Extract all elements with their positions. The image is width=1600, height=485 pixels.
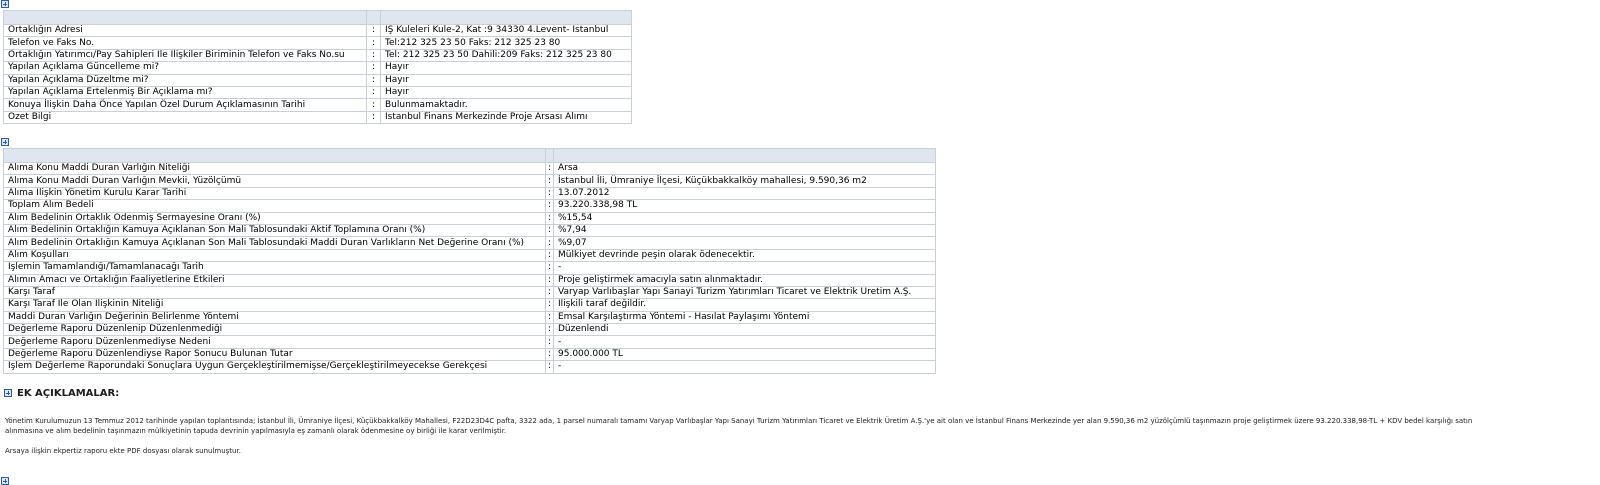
row-sep: :: [546, 361, 554, 373]
row-label: Konuya İlişkin Daha Önce Yapılan Özel Durum Açıklamasının Tarihi: [4, 99, 367, 111]
row-sep: :: [367, 25, 381, 37]
table-row: [4, 299, 936, 311]
row-label: Karşı Taraf İle Olan İlişkinin Niteliği: [4, 299, 546, 311]
row-value: Emsal Karşılaştırma Yöntemi - Hasılat Paylaşımı Yöntemi: [554, 311, 936, 323]
row-label: Maddi Duran Varlığın Değerinin Belirlenme Yöntemi: [4, 311, 546, 323]
table-row: [4, 336, 936, 348]
table-row: [4, 187, 936, 199]
table-row: [4, 25, 632, 37]
row-sep: :: [546, 224, 554, 236]
row-label: Alım Bedelinin Ortaklık Ödenmiş Sermayesine Oranı (%): [4, 212, 546, 224]
table-row: [4, 249, 936, 261]
row-sep: :: [546, 348, 554, 360]
table-row: [4, 361, 936, 373]
table-row: [4, 224, 936, 236]
row-value: İŞ Kuleleri Kule-2, Kat :9 34330 4.Levent- İstanbul: [381, 25, 632, 37]
row-label: İşlemin Tamamlandığı/Tamamlanacağı Tarih: [4, 262, 546, 274]
row-label: Değerleme Raporu Düzenlenmediyse Nedeni: [4, 336, 546, 348]
row-sep: :: [546, 311, 554, 323]
table-row: [4, 175, 936, 187]
table-row: [4, 348, 936, 360]
table-header-row: [4, 11, 632, 25]
table-row: [4, 286, 936, 298]
row-value: Varyap Varlıbaşlar Yapı Sanayi Turizm Yatırımları Ticaret ve Elektrik Üretim A.Ş.: [554, 286, 936, 298]
row-label: Yapılan Açıklama Düzeltme mi?: [4, 74, 367, 86]
row-sep: :: [367, 62, 381, 74]
row-sep: :: [546, 187, 554, 199]
row-label: Yapılan Açıklama Ertelenmiş Bir Açıklama mı?: [4, 86, 367, 98]
table-row: [4, 200, 936, 212]
table-row: [4, 62, 632, 74]
company-info-table: [3, 10, 632, 124]
section-toggle-icon[interactable]: [4, 389, 12, 397]
table-row: [4, 212, 936, 224]
row-sep: :: [367, 74, 381, 86]
row-sep: :: [546, 249, 554, 261]
table-row: [4, 324, 936, 336]
row-sep: :: [546, 324, 554, 336]
row-sep: :: [546, 237, 554, 249]
row-value: 95.000.000 TL: [554, 348, 936, 360]
row-sep: :: [546, 336, 554, 348]
row-value: Bulunmamaktadır.: [381, 99, 632, 111]
table-row: [4, 262, 936, 274]
row-label: İşlem Değerleme Raporundaki Sonuçlara Uygun Gerçekleştirilmemişse/Gerçekleştirilmeyecekse Gerekçesi: [4, 361, 546, 373]
row-value: -: [554, 361, 936, 373]
ek-title-text: EK AÇIKLAMALAR:: [17, 388, 120, 399]
row-value: Düzenlendi: [554, 324, 936, 336]
row-sep: :: [367, 86, 381, 98]
row-value: İstanbul Finans Merkezinde Proje Arsası Alımı: [381, 111, 632, 123]
row-value: Tel:212 325 23 50 Faks: 212 325 23 80: [381, 37, 632, 49]
row-value: Hayır: [381, 74, 632, 86]
table-row: [4, 37, 632, 49]
row-sep: :: [367, 99, 381, 111]
row-label: Alıma Konu Maddi Duran Varlığın Mevkii, Yüzölçümü: [4, 175, 546, 187]
table-row: [4, 74, 632, 86]
table-row: [4, 163, 936, 175]
row-label: Değerleme Raporu Düzenlenip Düzenlenmediği: [4, 324, 546, 336]
row-value: İstanbul İli, Ümraniye İlçesi, Küçükbakkalköy mahallesi, 9.590,36 m2: [554, 175, 936, 187]
row-label: Özet Bilgi: [4, 111, 367, 123]
row-value: İlişkili taraf değildir.: [554, 299, 936, 311]
table-row: [4, 111, 632, 123]
row-value: %15,54: [554, 212, 936, 224]
row-value: Hayır: [381, 62, 632, 74]
row-value: %7,94: [554, 224, 936, 236]
row-label: Alım Bedelinin Ortaklığın Kamuya Açıklanan Son Mali Tablosundaki Aktif Toplamına Oranı (%): [4, 224, 546, 236]
row-value: Hayır: [381, 86, 632, 98]
row-value: Proje geliştirmek amacıyla satın alınmaktadır.: [554, 274, 936, 286]
row-value: 93.220.338,98 TL: [554, 200, 936, 212]
row-label: Alım Koşulları: [4, 249, 546, 261]
row-label: Alımın Amacı ve Ortaklığın Faaliyetlerine Etkileri: [4, 274, 546, 286]
section-toggle-icon[interactable]: [1, 138, 9, 146]
ek-paragraph-attachment-note: Arsaya ilişkin ekpertiz raporu ekte PDF dosyası olarak sunulmuştur.: [5, 447, 241, 455]
table-row: [4, 237, 936, 249]
row-value: Tel: 212 325 23 50 Dahili:209 Faks: 212 325 23 80: [381, 49, 632, 61]
ek-paragraph-line2: alınmasına ve alım bedelinin taşınmazın mülkiyetinin tapuda devrinin yapılmasıyla eş zamanlı olarak ödenmesine oy birliği ile karar verilmiştir.: [5, 427, 507, 435]
table-row: [4, 311, 936, 323]
row-sep: :: [546, 286, 554, 298]
row-sep: :: [367, 49, 381, 61]
row-sep: :: [546, 262, 554, 274]
row-label: Toplam Alım Bedeli: [4, 200, 546, 212]
row-sep: :: [546, 212, 554, 224]
row-label: Alıma Konu Maddi Duran Varlığın Niteliği: [4, 163, 546, 175]
row-label: Yapılan Açıklama Güncelleme mi?: [4, 62, 367, 74]
row-label: Alım Bedelinin Ortaklığın Kamuya Açıklanan Son Mali Tablosundaki Maddi Duran Varlıkların Net Değerine Oranı (%): [4, 237, 546, 249]
row-sep: :: [546, 200, 554, 212]
table-header-row: [4, 149, 936, 163]
row-sep: :: [367, 37, 381, 49]
row-sep: :: [546, 163, 554, 175]
table-row: [4, 86, 632, 98]
row-label: Karşı Taraf: [4, 286, 546, 298]
row-value: %9,07: [554, 237, 936, 249]
row-value: 13.07.2012: [554, 187, 936, 199]
row-label: Ortaklığın Adresi: [4, 25, 367, 37]
section-toggle-icon[interactable]: [1, 477, 9, 485]
table-row: [4, 49, 632, 61]
row-sep: :: [546, 175, 554, 187]
table-row: [4, 274, 936, 286]
row-sep: :: [546, 274, 554, 286]
row-value: Arsa: [554, 163, 936, 175]
ek-paragraph-line1: Yönetim Kurulumuzun 13 Temmuz 2012 tarihinde yapılan toplantısında; İstanbul İli, Ümraniye İlçesi, Küçükbakkalköy Mahallesi, F22D23D4C pafta, 3322 ada, 1 parsel numaralı tamamı Varyap Varlıbaşlar Yapı Sanayi Turizm Yatırımları Ticaret ve Elektrik Üretim A.Ş.'ye ait olan ve İstanbul Finans Merkezinde yer alan 9.590,36 m2 yüzölçümlü taşınmazın proje geliştirmek üzere 93.220.338,98-TL + KDV bedel karşılığı satın: [5, 417, 1473, 425]
row-label: Alıma İlişkin Yönetim Kurulu Karar Tarihi: [4, 187, 546, 199]
table-row: [4, 99, 632, 111]
row-value: -: [554, 336, 936, 348]
ek-aciklamalar-heading: [4, 388, 119, 399]
row-sep: :: [546, 299, 554, 311]
asset-purchase-table: [3, 148, 936, 374]
row-label: Değerleme Raporu Düzenlendiyse Rapor Sonucu Bulunan Tutar: [4, 348, 546, 360]
row-value: -: [554, 262, 936, 274]
row-value: Mülkiyet devrinde peşin olarak ödenecektir.: [554, 249, 936, 261]
section-toggle-icon[interactable]: [1, 0, 9, 8]
row-label: Telefon ve Faks No.: [4, 37, 367, 49]
row-label: Ortaklığın Yatırımcı/Pay Sahipleri İle İlişkiler Biriminin Telefon ve Faks No.su: [4, 49, 367, 61]
row-sep: :: [367, 111, 381, 123]
